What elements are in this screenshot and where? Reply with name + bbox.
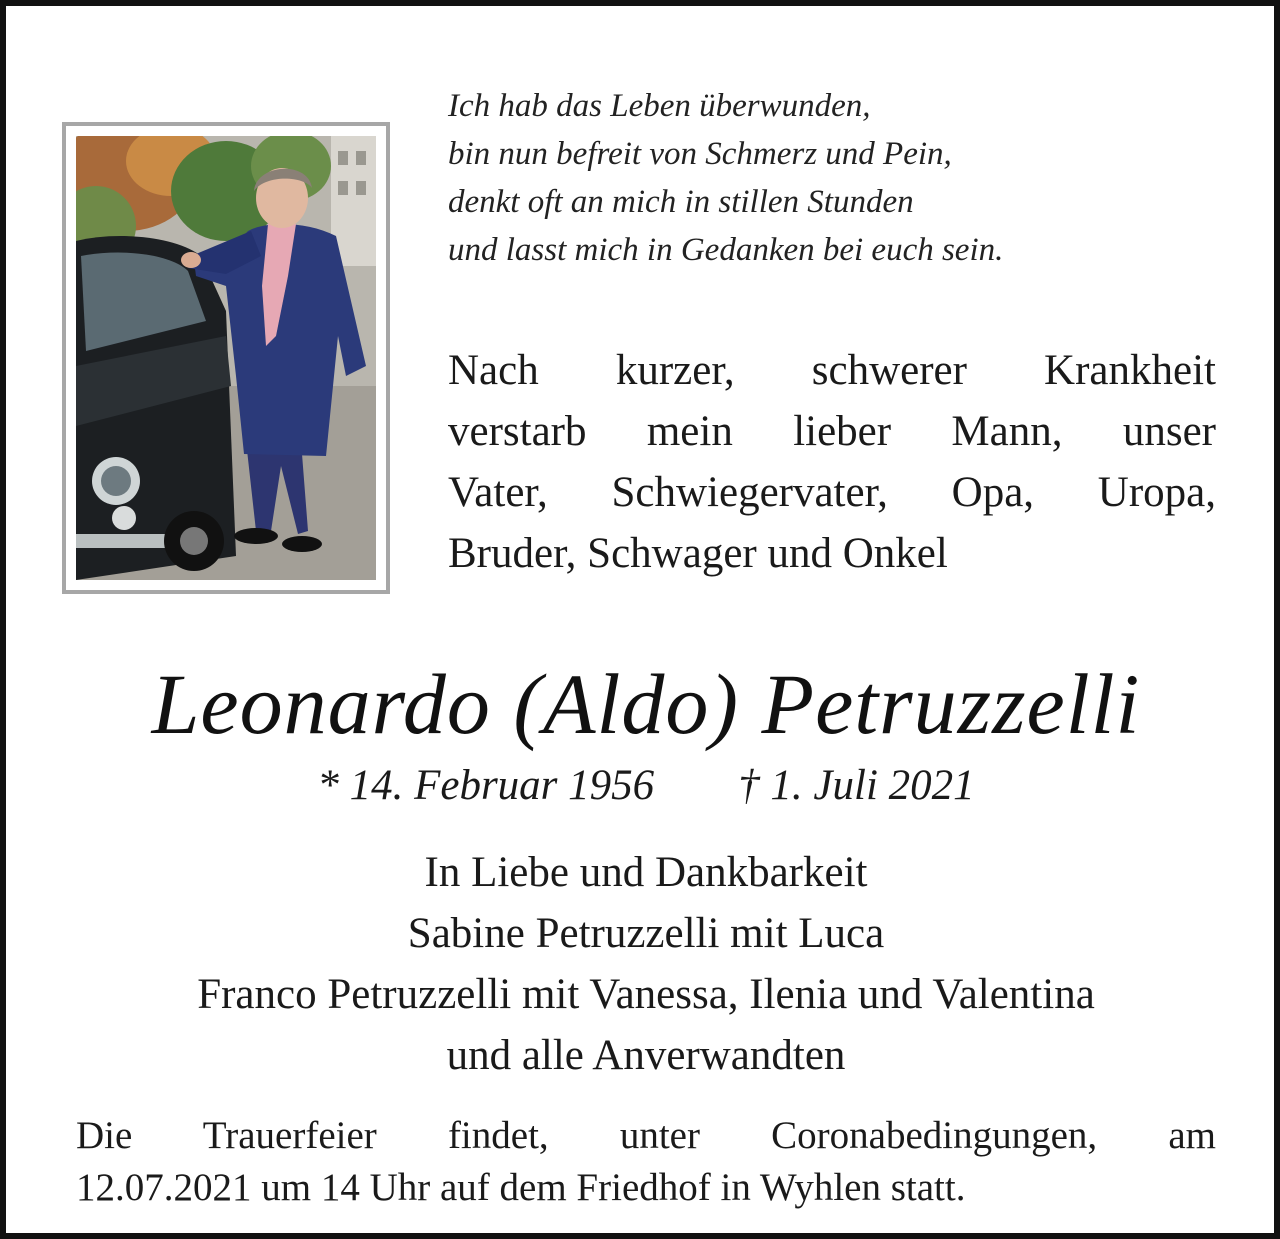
funeral-notice — [76, 1110, 1216, 1214]
announcement-line: Vater, Schwiegervater, Opa, Uropa, — [448, 469, 1216, 516]
mourners-signature — [6, 842, 1280, 1086]
signature-line: und alle Anverwandten — [446, 1032, 846, 1079]
signature-line: In Liebe und Dankbarkeit — [424, 849, 868, 896]
deceased-name: Leonardo (Aldo) Petruzzelli — [151, 656, 1141, 752]
poem-line: denkt oft an mich in stillen Stunden — [448, 184, 914, 220]
announcement-line: Bruder, Schwager und Onkel — [448, 530, 948, 577]
poem — [448, 82, 1228, 274]
funeral-line: 12.07.2021 um 14 Uhr auf dem Friedhof in Wyhlen statt. — [76, 1166, 966, 1209]
life-dates — [6, 758, 1280, 814]
funeral-line: Die Trauerfeier findet, unter Coronabedingungen, am — [76, 1114, 1216, 1157]
death-announcement — [448, 340, 1216, 584]
announcement-line: verstarb mein lieber Mann, unser — [448, 408, 1216, 455]
portrait-image — [76, 136, 376, 580]
signature-line: Sabine Petruzzelli mit Luca — [407, 910, 885, 957]
birth-date: * 14. Februar 1956 — [317, 762, 655, 809]
death-date: † 1. Juli 2021 — [738, 762, 975, 809]
poem-line: bin nun befreit von Schmerz und Pein, — [448, 136, 952, 172]
poem-line: Ich hab das Leben überwunden, — [448, 88, 871, 124]
portrait-photo-frame — [62, 122, 390, 594]
portrait-photo — [76, 136, 376, 580]
poem-line: und lasst mich in Gedanken bei euch sein. — [448, 232, 1004, 268]
announcement-line: Nach kurzer, schwerer Krankheit — [448, 347, 1216, 394]
signature-line: Franco Petruzzelli mit Vanessa, Ilenia und Valentina — [197, 971, 1095, 1018]
